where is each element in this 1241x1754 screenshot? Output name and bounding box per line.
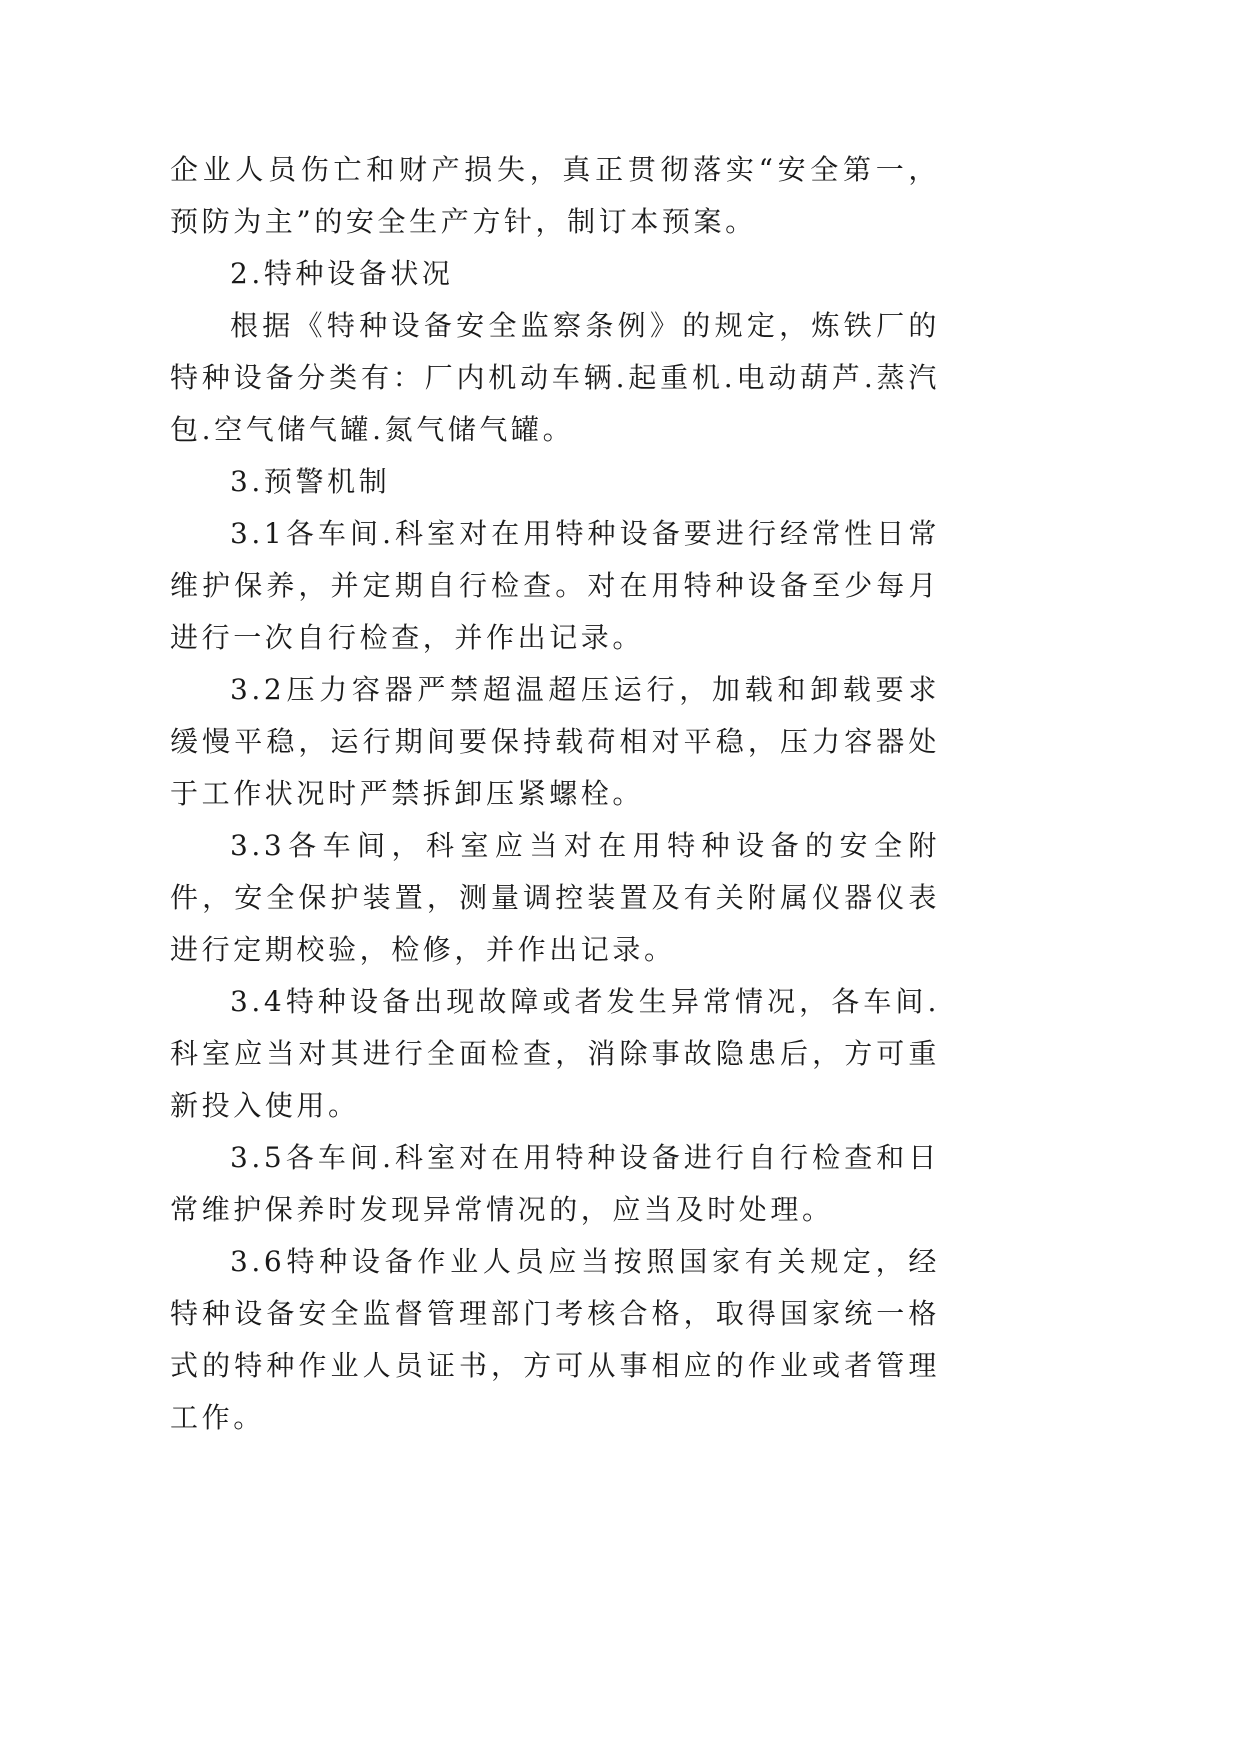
heading-special-equipment-status: 2.特种设备状况 — [230, 257, 454, 290]
paragraph-equipment-categories: 根据《特种设备安全监察条例》的规定，炼铁厂的特种设备分类有：厂内机动车辆.起重机.电动葫芦.蒸汽包.空气储气罐.氮气储气罐。 — [170, 309, 940, 446]
paragraph-3-4: 3.4特种设备出现故障或者发生异常情况，各车间.科室应当对其进行全面检查，消除事故隐患后，方可重新投入使用。 — [170, 985, 940, 1122]
heading-early-warning-mechanism: 3.预警机制 — [230, 465, 391, 498]
paragraph-3-2: 3.2压力容器严禁超温超压运行，加载和卸载要求缓慢平稳，运行期间要保持载荷相对平稳，压力容器处于工作状况时严禁拆卸压紧螺栓。 — [170, 673, 940, 810]
paragraph-3-3: 3.3各车间，科室应当对在用特种设备的安全附件，安全保护装置，测量调控装置及有关附属仪器仪表进行定期校验，检修，并作出记录。 — [170, 829, 940, 966]
paragraph-3-1: 3.1各车间.科室对在用特种设备要进行经常性日常维护保养，并定期自行检查。对在用特种设备至少每月进行一次自行检查，并作出记录。 — [170, 517, 940, 654]
paragraph-3-5: 3.5各车间.科室对在用特种设备进行自行检查和日常维护保养时发现异常情况的，应当及时处理。 — [170, 1141, 940, 1226]
paragraph-intro-continuation: 企业人员伤亡和财产损失，真正贯彻落实“安全第一，预防为主”的安全生产方针，制订本预案。 — [170, 153, 940, 238]
document-page — [170, 144, 940, 1444]
paragraph-3-6: 3.6特种设备作业人员应当按照国家有关规定，经特种设备安全监督管理部门考核合格，取得国家统一格式的特种作业人员证书，方可从事相应的作业或者管理工作。 — [170, 1245, 940, 1434]
